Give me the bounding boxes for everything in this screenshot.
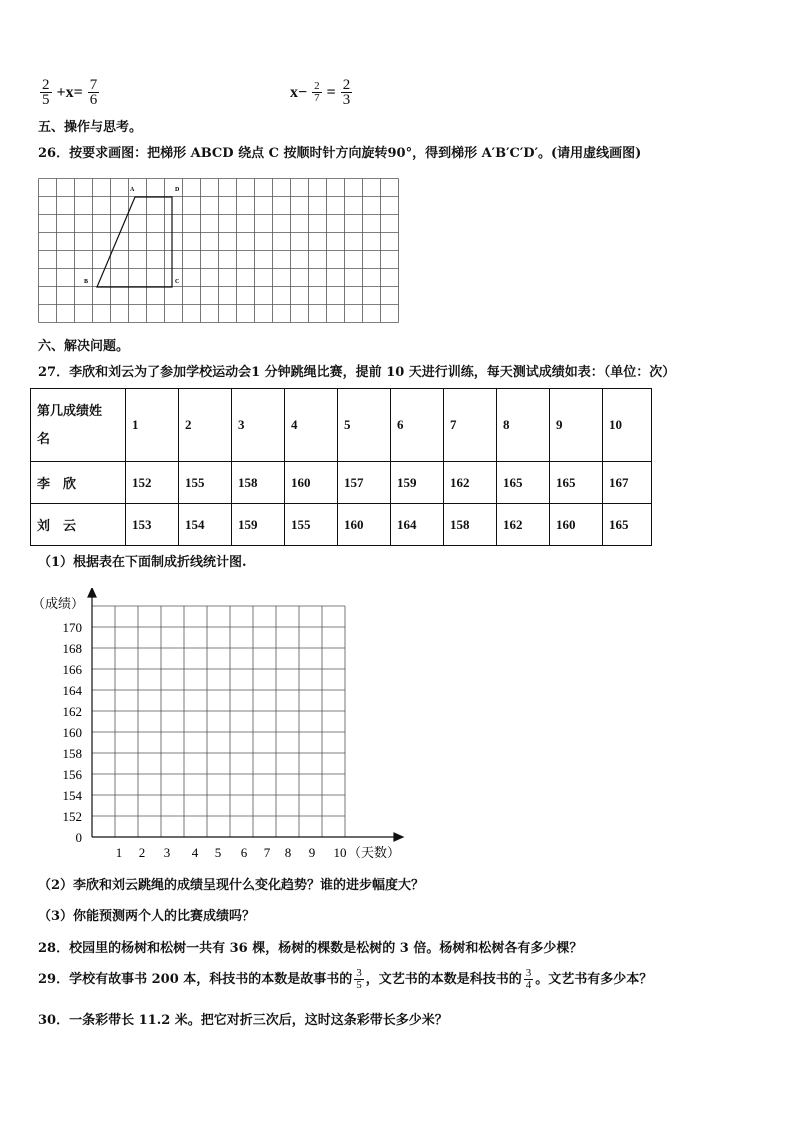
day-header: 1 xyxy=(126,389,179,462)
score-cell: 159 xyxy=(391,462,444,504)
question-27-part-2: （2）李欣和刘云跳绳的成绩呈现什么变化趋势？谁的进步幅度大？ xyxy=(38,878,425,893)
trapezoid-grid xyxy=(38,178,400,326)
fraction: $\frac{2}{3}$ xyxy=(342,77,351,108)
header-label-cell: 第几成绩姓 名 xyxy=(31,389,126,462)
score-cell: 158 xyxy=(232,462,285,504)
x-tick-label: 4 xyxy=(191,845,199,860)
day-header: 9 xyxy=(550,389,603,462)
day-header: 4 xyxy=(285,389,338,462)
section-5-title: 五、操作与思考。 xyxy=(38,120,143,135)
score-cell: 162 xyxy=(497,504,550,546)
y-tick-label: 158 xyxy=(62,746,82,761)
y-tick-label: 160 xyxy=(62,725,82,740)
score-cell: 155 xyxy=(179,462,232,504)
score-cell: 160 xyxy=(550,504,603,546)
x-tick-label: 10 xyxy=(333,845,347,860)
score-cell: 155 xyxy=(285,504,338,546)
x-tick-label: 6 xyxy=(240,845,248,860)
score-cell: 164 xyxy=(391,504,444,546)
question-27: 27．李欣和刘云为了参加学校运动会1 分钟跳绳比赛，提前 10 天进行训练，每天测试成绩如表：（单位：次） xyxy=(38,365,676,380)
y-tick-label: 162 xyxy=(62,704,82,719)
y-tick-label: 164 xyxy=(62,683,82,698)
x-axis-label: （天数） xyxy=(348,845,401,860)
score-cell: 165 xyxy=(550,462,603,504)
score-cell: 159 xyxy=(232,504,285,546)
day-header: 10 xyxy=(603,389,652,462)
y-tick-label: 168 xyxy=(62,641,82,656)
score-cell: 160 xyxy=(338,504,391,546)
fraction: $\frac{3}{4}$ xyxy=(525,967,532,991)
table-header-row xyxy=(31,389,652,462)
question-29: 29．学校有故事书 200 本，科技书的本数是故事书的 $\frac{3}{5}$ ，文艺书的本数是科技书的 $\frac{3}{4}$ 。文艺书有多少本？ xyxy=(38,967,653,991)
vertex-a-label: A xyxy=(130,187,135,193)
x-tick-label: 8 xyxy=(284,845,292,860)
section-6-title: 六、解决问题。 xyxy=(38,339,130,354)
y-tick-label: 0 xyxy=(75,830,82,845)
y-tick-label: 156 xyxy=(62,767,82,782)
vertex-d-label: D xyxy=(175,187,180,193)
day-header: 8 xyxy=(497,389,550,462)
fraction: $\frac{2}{7}$ xyxy=(314,80,320,104)
fraction: $\frac{2}{5}$ xyxy=(42,77,50,108)
day-header: 6 xyxy=(391,389,444,462)
score-cell: 167 xyxy=(603,462,652,504)
question-28: 28．校园里的杨树和松树一共有 36 棵，杨树的棵数是松树的 3 倍。杨树和松树各有多少棵？ xyxy=(38,941,583,956)
score-cell: 157 xyxy=(338,462,391,504)
y-tick-label: 154 xyxy=(62,788,82,803)
y-tick-label: 152 xyxy=(62,809,82,824)
y-tick-label: 170 xyxy=(62,620,82,635)
score-cell: 152 xyxy=(126,462,179,504)
table-row xyxy=(31,504,652,546)
x-tick-label: 1 xyxy=(115,845,123,860)
trapezoid-abcd xyxy=(97,197,172,287)
y-axis-arrow xyxy=(88,588,96,597)
equation-1: $\frac{2}{5}$ +x= $\frac{7}{6}$ xyxy=(42,77,98,108)
row-name: 刘 云 xyxy=(31,504,126,546)
score-cell: 153 xyxy=(126,504,179,546)
vertex-b-label: B xyxy=(84,279,89,285)
line-chart xyxy=(30,588,410,863)
question-26: 26．按要求画图：把梯形 ABCD 绕点 C 按顺时针方向旋转90°，得到梯形 A′B′C′D′。(请用虚线画图) xyxy=(38,146,642,161)
x-tick-label: 2 xyxy=(138,845,146,860)
score-cell: 158 xyxy=(444,504,497,546)
score-cell: 160 xyxy=(285,462,338,504)
day-header: 2 xyxy=(179,389,232,462)
day-header: 5 xyxy=(338,389,391,462)
score-cell: 162 xyxy=(444,462,497,504)
fraction: $\frac{7}{6}$ xyxy=(89,77,98,108)
y-tick-label: 166 xyxy=(62,662,82,677)
row-name: 李 欣 xyxy=(31,462,126,504)
question-27-part-3: （3）你能预测两个人的比赛成绩吗？ xyxy=(38,909,256,924)
day-header: 7 xyxy=(444,389,497,462)
vertex-c-label: C xyxy=(175,279,180,285)
x-axis-arrow xyxy=(394,833,403,841)
x-tick-label: 5 xyxy=(214,845,222,860)
x-tick-label: 7 xyxy=(263,845,271,860)
score-cell: 154 xyxy=(179,504,232,546)
score-table xyxy=(30,388,652,546)
score-cell: 165 xyxy=(497,462,550,504)
fraction: $\frac{3}{5}$ xyxy=(356,967,362,991)
equation-2: x− $\frac{2}{7}$ = $\frac{2}{3}$ xyxy=(290,77,351,108)
day-header: 3 xyxy=(232,389,285,462)
table-row xyxy=(31,462,652,504)
question-27-part-1: （1）根据表在下面制成折线统计图. xyxy=(38,555,247,570)
question-30: 30．一条彩带长 11.2 米。把它对折三次后，这时这条彩带长多少米？ xyxy=(38,1013,448,1028)
x-tick-label: 9 xyxy=(308,845,316,860)
score-cell: 165 xyxy=(603,504,652,546)
y-axis-label: （成绩） xyxy=(32,596,85,611)
x-tick-label: 3 xyxy=(163,845,171,860)
